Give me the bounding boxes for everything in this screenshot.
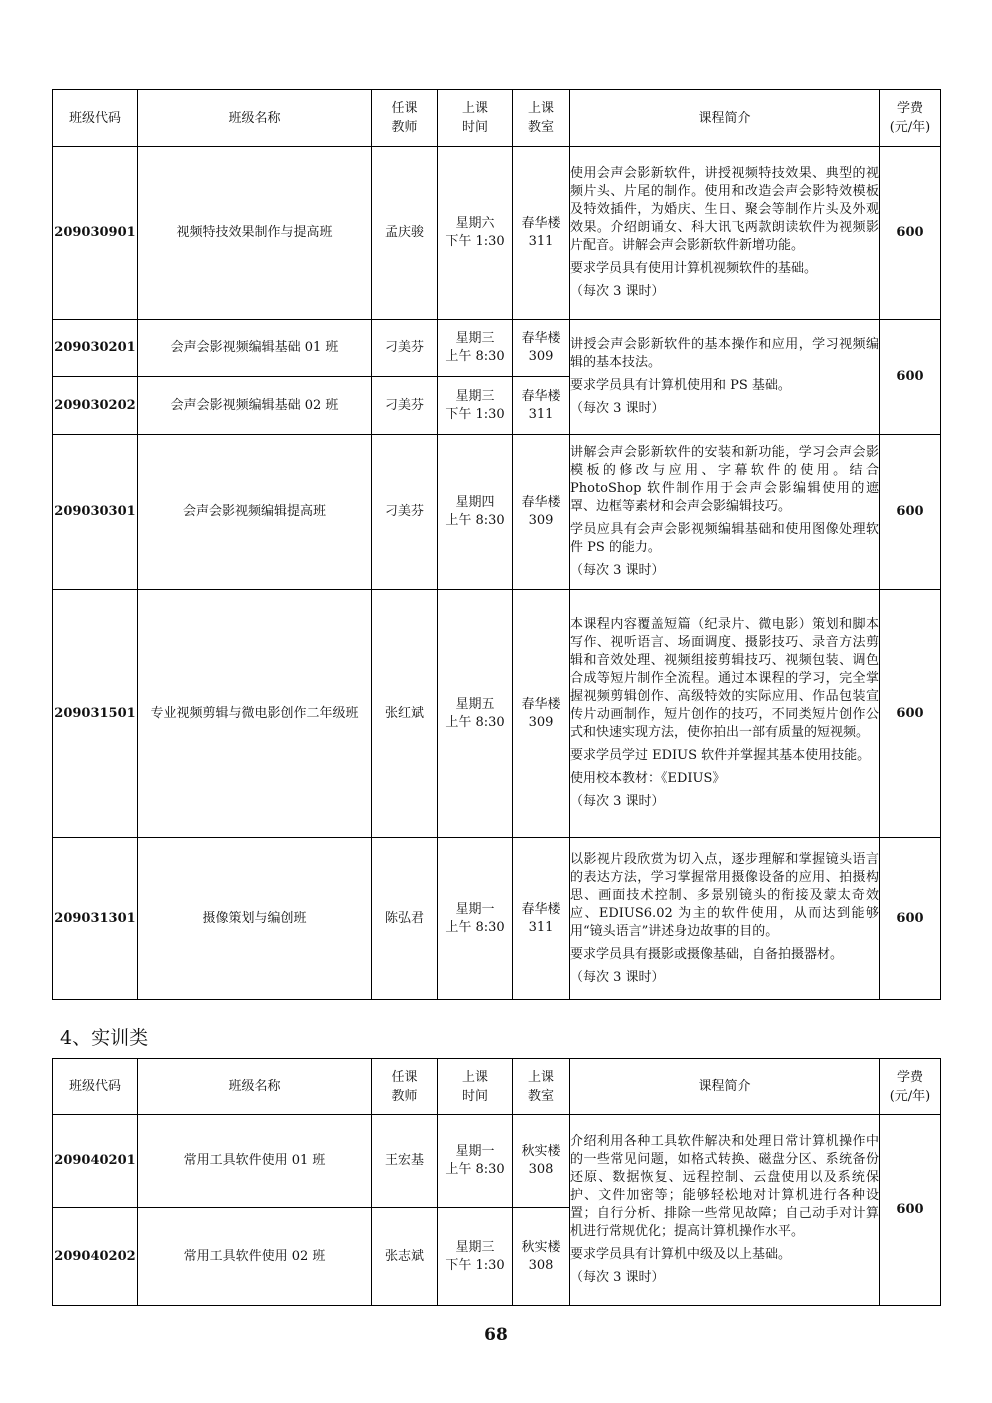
course-description bbox=[570, 590, 880, 838]
table-row bbox=[53, 147, 941, 320]
table-header-row bbox=[53, 90, 941, 147]
header-time: 上课 时间 bbox=[438, 1059, 513, 1115]
class-code: 209031301 bbox=[53, 838, 138, 1000]
header-teacher: 任课 教师 bbox=[372, 90, 438, 147]
classroom: 春华楼 311 bbox=[513, 147, 570, 320]
tuition-fee: 600 bbox=[880, 838, 941, 1000]
class-time: 星期一 上午 8:30 bbox=[438, 1115, 513, 1208]
classroom: 秋实楼 308 bbox=[513, 1208, 570, 1306]
class-code: 209040202 bbox=[53, 1208, 138, 1306]
course-description bbox=[570, 838, 880, 1000]
table-row bbox=[53, 1115, 941, 1208]
classroom: 秋实楼 308 bbox=[513, 1115, 570, 1208]
class-code: 209030901 bbox=[53, 147, 138, 320]
desc-hours: （每次 3 课时） bbox=[570, 284, 665, 299]
table-row bbox=[53, 590, 941, 838]
desc-requirement: 要求学员具有计算机使用和 PS 基础。 bbox=[570, 378, 791, 393]
desc-requirement: 要求学员具有摄影或摄像基础，自备拍摄器材。 bbox=[570, 946, 844, 962]
class-time: 星期五 上午 8:30 bbox=[438, 590, 513, 838]
header-fee: 学费 (元/年) bbox=[880, 1059, 941, 1115]
class-time: 星期一 上午 8:30 bbox=[438, 838, 513, 1000]
teacher-name: 张志斌 bbox=[372, 1208, 438, 1306]
tuition-fee: 600 bbox=[880, 1115, 941, 1306]
desc-requirement: 要求学员具有计算机中级及以上基础。 bbox=[570, 1247, 792, 1262]
desc-hours: （每次 3 课时） bbox=[570, 401, 665, 416]
header-teacher: 任课 教师 bbox=[372, 1059, 438, 1115]
desc-textbook: 使用校本教材：《EDIUS》 bbox=[570, 771, 726, 786]
course-description bbox=[570, 435, 880, 590]
desc-hours: （每次 3 课时） bbox=[570, 563, 665, 578]
class-time: 星期三 下午 1:30 bbox=[438, 1208, 513, 1306]
header-time: 上课 时间 bbox=[438, 90, 513, 147]
teacher-name: 张红斌 bbox=[372, 590, 438, 838]
class-code: 209040201 bbox=[53, 1115, 138, 1208]
teacher-name: 刁美芬 bbox=[372, 320, 438, 377]
table-row bbox=[53, 838, 941, 1000]
class-code: 209031501 bbox=[53, 590, 138, 838]
teacher-name: 孟庆骏 bbox=[372, 147, 438, 320]
tuition-fee: 600 bbox=[880, 590, 941, 838]
class-code: 209030202 bbox=[53, 377, 138, 435]
desc-hours: （每次 3 课时） bbox=[570, 969, 665, 985]
classroom: 春华楼 309 bbox=[513, 320, 570, 377]
classroom: 春华楼 309 bbox=[513, 590, 570, 838]
classroom: 春华楼 311 bbox=[513, 377, 570, 435]
classroom: 春华楼 311 bbox=[513, 838, 570, 1000]
class-name: 会声会影视频编辑基础 01 班 bbox=[138, 320, 372, 377]
course-description bbox=[570, 147, 880, 320]
header-name: 班级名称 bbox=[138, 1059, 372, 1115]
header-room: 上课 教室 bbox=[513, 90, 570, 147]
course-table-video bbox=[52, 89, 941, 1000]
table-header-row bbox=[53, 1059, 941, 1115]
header-name: 班级名称 bbox=[138, 90, 372, 147]
desc-hours: （每次 3 课时） bbox=[570, 1270, 665, 1285]
header-desc: 课程简介 bbox=[570, 90, 880, 147]
class-name: 常用工具软件使用 02 班 bbox=[138, 1208, 372, 1306]
teacher-name: 刁美芬 bbox=[372, 377, 438, 435]
desc-paragraph: 讲授会声会影新软件的基本操作和应用，学习视频编辑的基本技法。 bbox=[570, 337, 879, 370]
teacher-name: 王宏基 bbox=[372, 1115, 438, 1208]
course-description bbox=[570, 1115, 880, 1306]
tuition-fee: 600 bbox=[880, 147, 941, 320]
class-code: 209030201 bbox=[53, 320, 138, 377]
course-table-practical bbox=[52, 1058, 941, 1306]
header-fee: 学费 (元/年) bbox=[880, 90, 941, 147]
class-name: 会声会影视频编辑基础 02 班 bbox=[138, 377, 372, 435]
class-name: 会声会影视频编辑提高班 bbox=[138, 435, 372, 590]
table-row bbox=[53, 435, 941, 590]
class-name: 专业视频剪辑与微电影创作二年级班 bbox=[138, 590, 372, 838]
class-time: 星期三 下午 1:30 bbox=[438, 377, 513, 435]
header-code: 班级代码 bbox=[53, 1059, 138, 1115]
table-row bbox=[53, 320, 941, 377]
desc-paragraph: 介绍利用各种工具软件解决和处理日常计算机操作中的一些常见问题，如格式转换、磁盘分区、系统备份还原、数据恢复、远程控制、云盘使用以及系统保护、文件加密等；能够轻松地对计算机进行各种设置；自行分析、排除一些常见故障；自己动手对计算机进行常规优化；提高计算机操作水平。 bbox=[570, 1134, 879, 1239]
desc-paragraph: 使用会声会影新软件，讲授视频特技效果、典型的视频片头、片尾的制作。使用和改造会声会影特效模板及特效插件，为婚庆、生日、聚会等制作片头及外观效果。介绍朗诵女、科大讯飞两款朗读软件为视频影片配音。讲解会声会影新软件新增功能。 bbox=[570, 166, 879, 253]
class-code: 209030301 bbox=[53, 435, 138, 590]
desc-requirement: 学员应具有会声会影视频编辑基础和使用图像处理软件 PS 的能力。 bbox=[570, 522, 879, 555]
class-time: 星期六 下午 1:30 bbox=[438, 147, 513, 320]
desc-hours: （每次 3 课时） bbox=[570, 794, 665, 809]
header-room: 上课 教室 bbox=[513, 1059, 570, 1115]
class-time: 星期三 上午 8:30 bbox=[438, 320, 513, 377]
header-desc: 课程简介 bbox=[570, 1059, 880, 1115]
desc-paragraph: 以影视片段欣赏为切入点，逐步理解和掌握镜头语言的表达方法，学习掌握常用摄像设备的应用、拍摄构思、画面技术控制、多景别镜头的衔接及蒙太奇效应、EDIUS6.02 为主的软件使用，从而达到能够用“镜头语言”讲述身边故事的目的。 bbox=[570, 851, 879, 939]
teacher-name: 陈弘君 bbox=[372, 838, 438, 1000]
tuition-fee: 600 bbox=[880, 435, 941, 590]
class-time: 星期四 上午 8:30 bbox=[438, 435, 513, 590]
classroom: 春华楼 309 bbox=[513, 435, 570, 590]
course-description bbox=[570, 320, 880, 435]
class-name: 常用工具软件使用 01 班 bbox=[138, 1115, 372, 1208]
desc-requirement: 要求学员具有使用计算机视频软件的基础。 bbox=[570, 261, 818, 276]
desc-paragraph: 本课程内容覆盖短篇（纪录片、微电影）策划和脚本写作、视听语言、场面调度、摄影技巧、录音方法剪辑和音效处理、视频组接剪辑技巧、视频包装、调色合成等短片制作全流程。通过本课程的学习，完全掌握视频剪辑创作、高级特效的实际应用、作品包装宣传片动画制作，短片创作的技巧，不同类短片创作公式和快速实现方法，使你拍出一部有质量的短视频。 bbox=[570, 617, 879, 740]
desc-paragraph: 讲解会声会影新软件的安装和新功能，学习会声会影模板的修改与应用、字幕软件的使用。结合 PhotoShop 软件制作用于会声会影编辑使用的遮罩、边框等素材和会声会影编辑技巧。 bbox=[570, 445, 879, 514]
desc-requirement: 要求学员学过 EDIUS 软件并掌握其基本使用技能。 bbox=[570, 748, 871, 763]
header-code: 班级代码 bbox=[53, 90, 138, 147]
class-name: 视频特技效果制作与提高班 bbox=[138, 147, 372, 320]
page-number: 68 bbox=[484, 1325, 508, 1345]
section-heading: 4、实训类 bbox=[60, 1027, 149, 1049]
class-name: 摄像策划与编创班 bbox=[138, 838, 372, 1000]
teacher-name: 刁美芬 bbox=[372, 435, 438, 590]
tuition-fee: 600 bbox=[880, 320, 941, 435]
